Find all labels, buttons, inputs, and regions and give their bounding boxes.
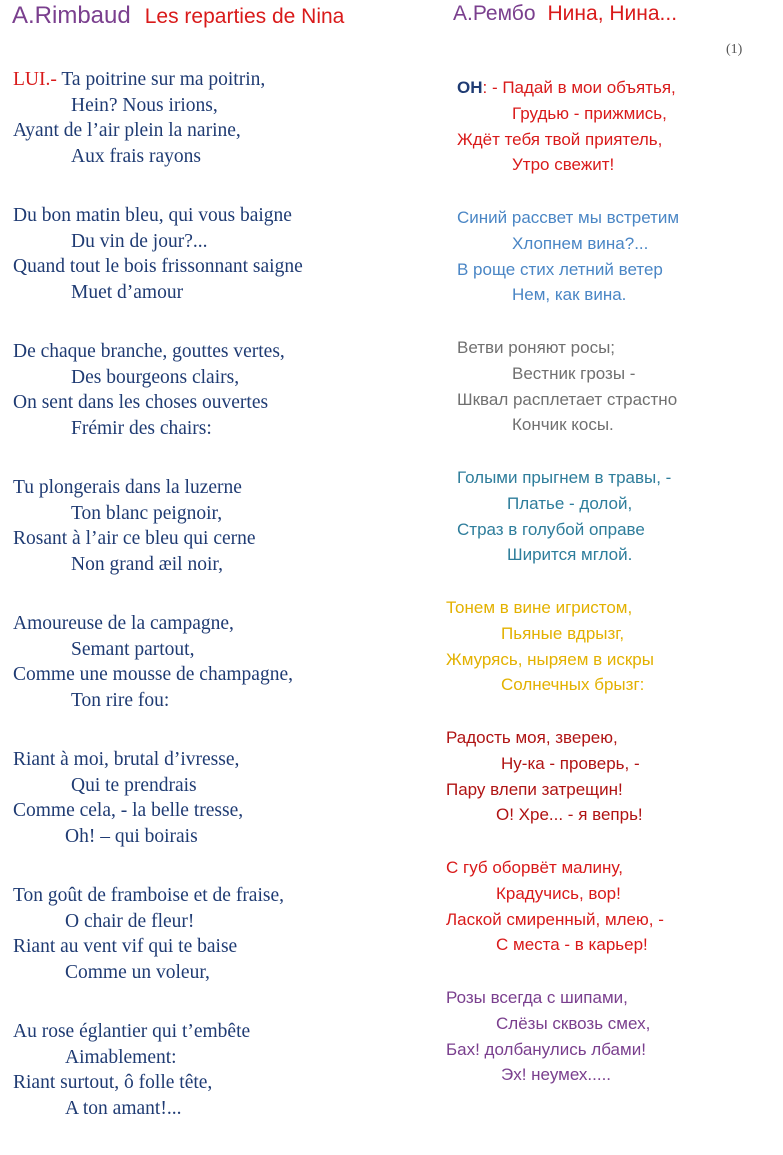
verse-line: O chair de fleur! <box>65 910 195 932</box>
author-russian: А.Рембо <box>453 2 536 25</box>
verse-line: Hein? Nous irions, <box>71 94 218 116</box>
verse-line: ОН: - Падай в мои объятья, <box>457 78 676 97</box>
verse-line: Ton goût de framboise et de fraise, <box>13 885 285 906</box>
verse-line: С губ оборвёт малину, <box>446 858 623 877</box>
verse-line: De chaque branche, gouttes vertes, <box>13 341 285 362</box>
stanza-ru-8 <box>446 985 776 1089</box>
stanza-fr-8 <box>13 1019 433 1147</box>
verse-line: Riant surtout, ô folle tête, <box>13 1072 213 1093</box>
verse-line: Au rose églantier qui t’embête <box>13 1021 251 1042</box>
verse-line: Ну-ка - проверь, - <box>501 753 640 773</box>
stanza-fr-3 <box>13 339 433 467</box>
stanza-fr-2 <box>13 203 433 331</box>
stanza-fr-5 <box>13 611 433 739</box>
verse-line: Пьяные вдрызг, <box>501 623 625 643</box>
verse-line: Ширится мглой. <box>507 545 633 565</box>
verse-line: Aux frais rayons <box>71 145 201 167</box>
verse-line: Oh! – qui boirais <box>65 825 198 847</box>
verse-line: О! Хре... - я вепрь! <box>496 805 643 825</box>
verse-line: Грудью - прижмись, <box>512 103 667 123</box>
title-russian: Нина, Нина... <box>547 2 678 25</box>
french-poem <box>13 67 433 1155</box>
verse-line: Шквал расплетает страстно <box>457 389 678 409</box>
verse-line: С места - в карьер! <box>496 935 648 955</box>
verse-line: Riant au vent vif qui te baise <box>13 936 238 957</box>
verse-line: Ждёт тебя твой приятель, <box>457 129 663 149</box>
verse-line: Ton rire fou: <box>71 689 170 711</box>
verse-line: Лаской смиренный, млею, - <box>446 909 664 929</box>
verse-line: Хлопнем вина?... <box>512 233 649 253</box>
verse-line: Радость моя, зверею, <box>446 728 618 747</box>
verse-line: Comme cela, - la belle tresse, <box>13 800 244 821</box>
verse-line: Ayant de l’air plein la narine, <box>13 120 241 141</box>
speaker-label: ОН <box>457 78 483 97</box>
verse-line: Muet d’amour <box>71 281 184 303</box>
stanza-ru-2 <box>446 205 776 309</box>
stanza-ru-4 <box>446 465 776 569</box>
verse-line: Кончик косы. <box>512 415 614 435</box>
stanza-fr-4 <box>13 475 433 603</box>
verse-line: Эх! неумех..... <box>501 1065 612 1085</box>
verse-line: Нем, как вина. <box>512 285 627 305</box>
stanza-ru-1 <box>446 75 776 179</box>
stanza-ru-6 <box>446 725 776 829</box>
verse-line: LUI.- Ta poitrine sur ma poitrin, <box>13 69 266 90</box>
verse-line: Amoureuse de la campagne, <box>13 613 234 634</box>
verse-line: Du vin de jour?... <box>71 230 208 252</box>
verse-line: Синий рассвет мы встретим <box>457 208 680 227</box>
verse-line: Розы всегда с шипами, <box>446 988 628 1007</box>
verse-line: Du bon matin bleu, qui vous baigne <box>13 205 292 226</box>
verse-line: Quand tout le bois frissonnant saigne <box>13 256 303 277</box>
stanza-fr-1 <box>13 67 433 195</box>
verse-line: Ветви роняют росы; <box>457 338 616 357</box>
verse-line: Голыми прыгнем в травы, - <box>457 468 672 487</box>
verse-line: Вестник грозы - <box>512 363 636 383</box>
verse-line: Comme un voleur, <box>65 961 210 983</box>
stanza-ru-5 <box>446 595 776 699</box>
verse-line: Frémir des chairs: <box>71 417 212 439</box>
verse-line: Страз в голубой оправе <box>457 519 645 539</box>
verse-line: Des bourgeons clairs, <box>71 366 240 388</box>
verse-line: Жмурясь, ныряем в искры <box>446 649 654 669</box>
header-russian <box>453 2 677 26</box>
verse-line: Крадучись, вор! <box>496 883 621 903</box>
verse-line: Aimablement: <box>65 1046 177 1068</box>
verse-line: Qui te prendrais <box>71 774 197 796</box>
verse-line: Non grand æil noir, <box>71 553 223 575</box>
verse-line: Пару влепи затрещин! <box>446 779 623 799</box>
header-french <box>12 2 344 30</box>
verse-line: Слёзы сквозь смех, <box>496 1013 651 1033</box>
verse-line: Semant partout, <box>71 638 195 660</box>
stanza-ru-7 <box>446 855 776 959</box>
verse-line: On sent dans les choses ouvertes <box>13 392 269 413</box>
russian-poem <box>446 75 776 1115</box>
verse-line: Платье - долой, <box>507 493 633 513</box>
verse-line: Tu plongerais dans la luzerne <box>13 477 242 498</box>
verse-line: Rosant à l’air ce bleu qui cerne <box>13 528 256 549</box>
verse-line: В роще стих летний ветер <box>457 259 663 279</box>
verse-line: Бах! долбанулись лбами! <box>446 1039 646 1059</box>
verse-line: Утро свежит! <box>512 155 615 175</box>
footnote-marker: (1) <box>726 42 743 57</box>
verse-line: Солнечных брызг: <box>501 675 645 695</box>
verse-line: Comme une mousse de champagne, <box>13 664 293 685</box>
verse-line: A ton amant!... <box>65 1097 182 1119</box>
author-french: A.Rimbaud <box>12 2 131 29</box>
verse-line: Riant à moi, brutal d’ivresse, <box>13 749 240 770</box>
verse-line: Тонем в вине игристом, <box>446 598 633 617</box>
title-french: Les reparties de Nina <box>144 5 345 28</box>
stanza-ru-3 <box>446 335 776 439</box>
stanza-fr-6 <box>13 747 433 875</box>
verse-line: Ton blanc peignoir, <box>71 502 223 524</box>
speaker-label: LUI.- <box>13 69 57 90</box>
stanza-fr-7 <box>13 883 433 1011</box>
